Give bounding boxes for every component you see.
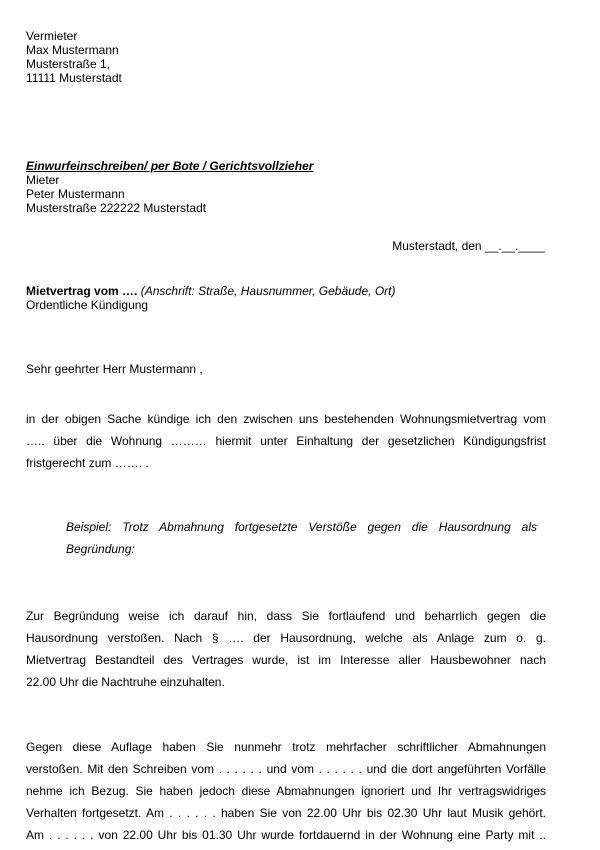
subject-line	[26, 284, 546, 298]
salutation: Sehr geehrter Herr Mustermann ,	[26, 362, 203, 376]
paragraph-line: nehme ich Bezug. Sie haben jedoch diese Abmahnungen ignoriert und Ihr vertragswidriges	[26, 784, 546, 798]
paragraph-line: verstoßen. Mit den Schreiben vom . . . . . . und vom . . . . . . und die dort angeführten Vorfälle	[26, 762, 546, 776]
subject-hint: (Anschrift: Straße, Hausnummer, Gebäude, Ort)	[140, 284, 396, 298]
delivery-method: Einwurfeinschreiben/ per Bote / Gerichtsvollzieher	[26, 159, 314, 173]
example-note	[66, 516, 537, 560]
paragraph-line: 22.00 Uhr die Nachtruhe einzuhalten.	[26, 675, 225, 689]
paragraph-line: Gegen diese Auflage haben Sie nunmehr trotz mehrfacher schriftlicher Abmahnungen	[26, 740, 546, 754]
paragraph-line: Hausordnung verstoßen. Nach § …. der Hausordnung, welche als Anlage zum o. g.	[26, 631, 546, 645]
recipient-address	[26, 159, 546, 215]
subject-lead: Mietvertrag vom ….	[26, 284, 138, 298]
paragraph-violations	[26, 736, 546, 846]
paragraph-termination	[26, 408, 546, 474]
paragraph-line: fristgerecht zum ……. .	[26, 456, 149, 470]
subject-type: Ordentliche Kündigung	[26, 298, 149, 312]
place-date-line: Musterstadt, den __.__.____	[392, 239, 545, 253]
paragraph-reason	[26, 605, 546, 693]
sender-name: Max Mustermann	[26, 43, 119, 57]
recipient-role: Mieter	[26, 173, 60, 187]
recipient-address-line: Musterstraße 222222 Musterstadt	[26, 201, 207, 215]
sender-street: Musterstraße 1,	[26, 57, 111, 71]
paragraph-line: Am . . . . . . von 22.00 Uhr bis 01.30 Uhr wurde fortdauernd in der Wohnung eine Party mit ..	[26, 828, 546, 842]
paragraph-line: Mietvertrag Bestandteil des Vertrages wurde, ist im Interesse aller Hausbewohner nach	[26, 653, 546, 667]
example-line: Beispiel: Trotz Abmahnung fortgesetzte Verstöße gegen die Hausordnung als	[66, 520, 537, 534]
sender-city: 11111 Musterstadt	[26, 71, 122, 85]
recipient-name: Peter Mustermann	[26, 187, 125, 201]
paragraph-line: Verhalten fortgesetzt. Am . . . . . . haben Sie von 22.00 Uhr bis 02.30 Uhr laut Musik gehört.	[26, 806, 546, 820]
example-line: Begründung:	[66, 542, 135, 556]
paragraph-line: in der obigen Sache kündige ich den zwischen uns bestehenden Wohnungsmietvertrag vom	[26, 412, 546, 426]
paragraph-line: ….. über die Wohnung ……… hiermit unter Einhaltung der gesetzlichen Kündigungsfrist	[26, 434, 546, 448]
paragraph-line: Zur Begründung weise ich darauf hin, dass Sie fortlaufend und beharrlich gegen die	[26, 609, 546, 623]
sender-role: Vermieter	[26, 29, 78, 43]
subject-block	[26, 284, 546, 312]
sender-address	[26, 29, 546, 85]
